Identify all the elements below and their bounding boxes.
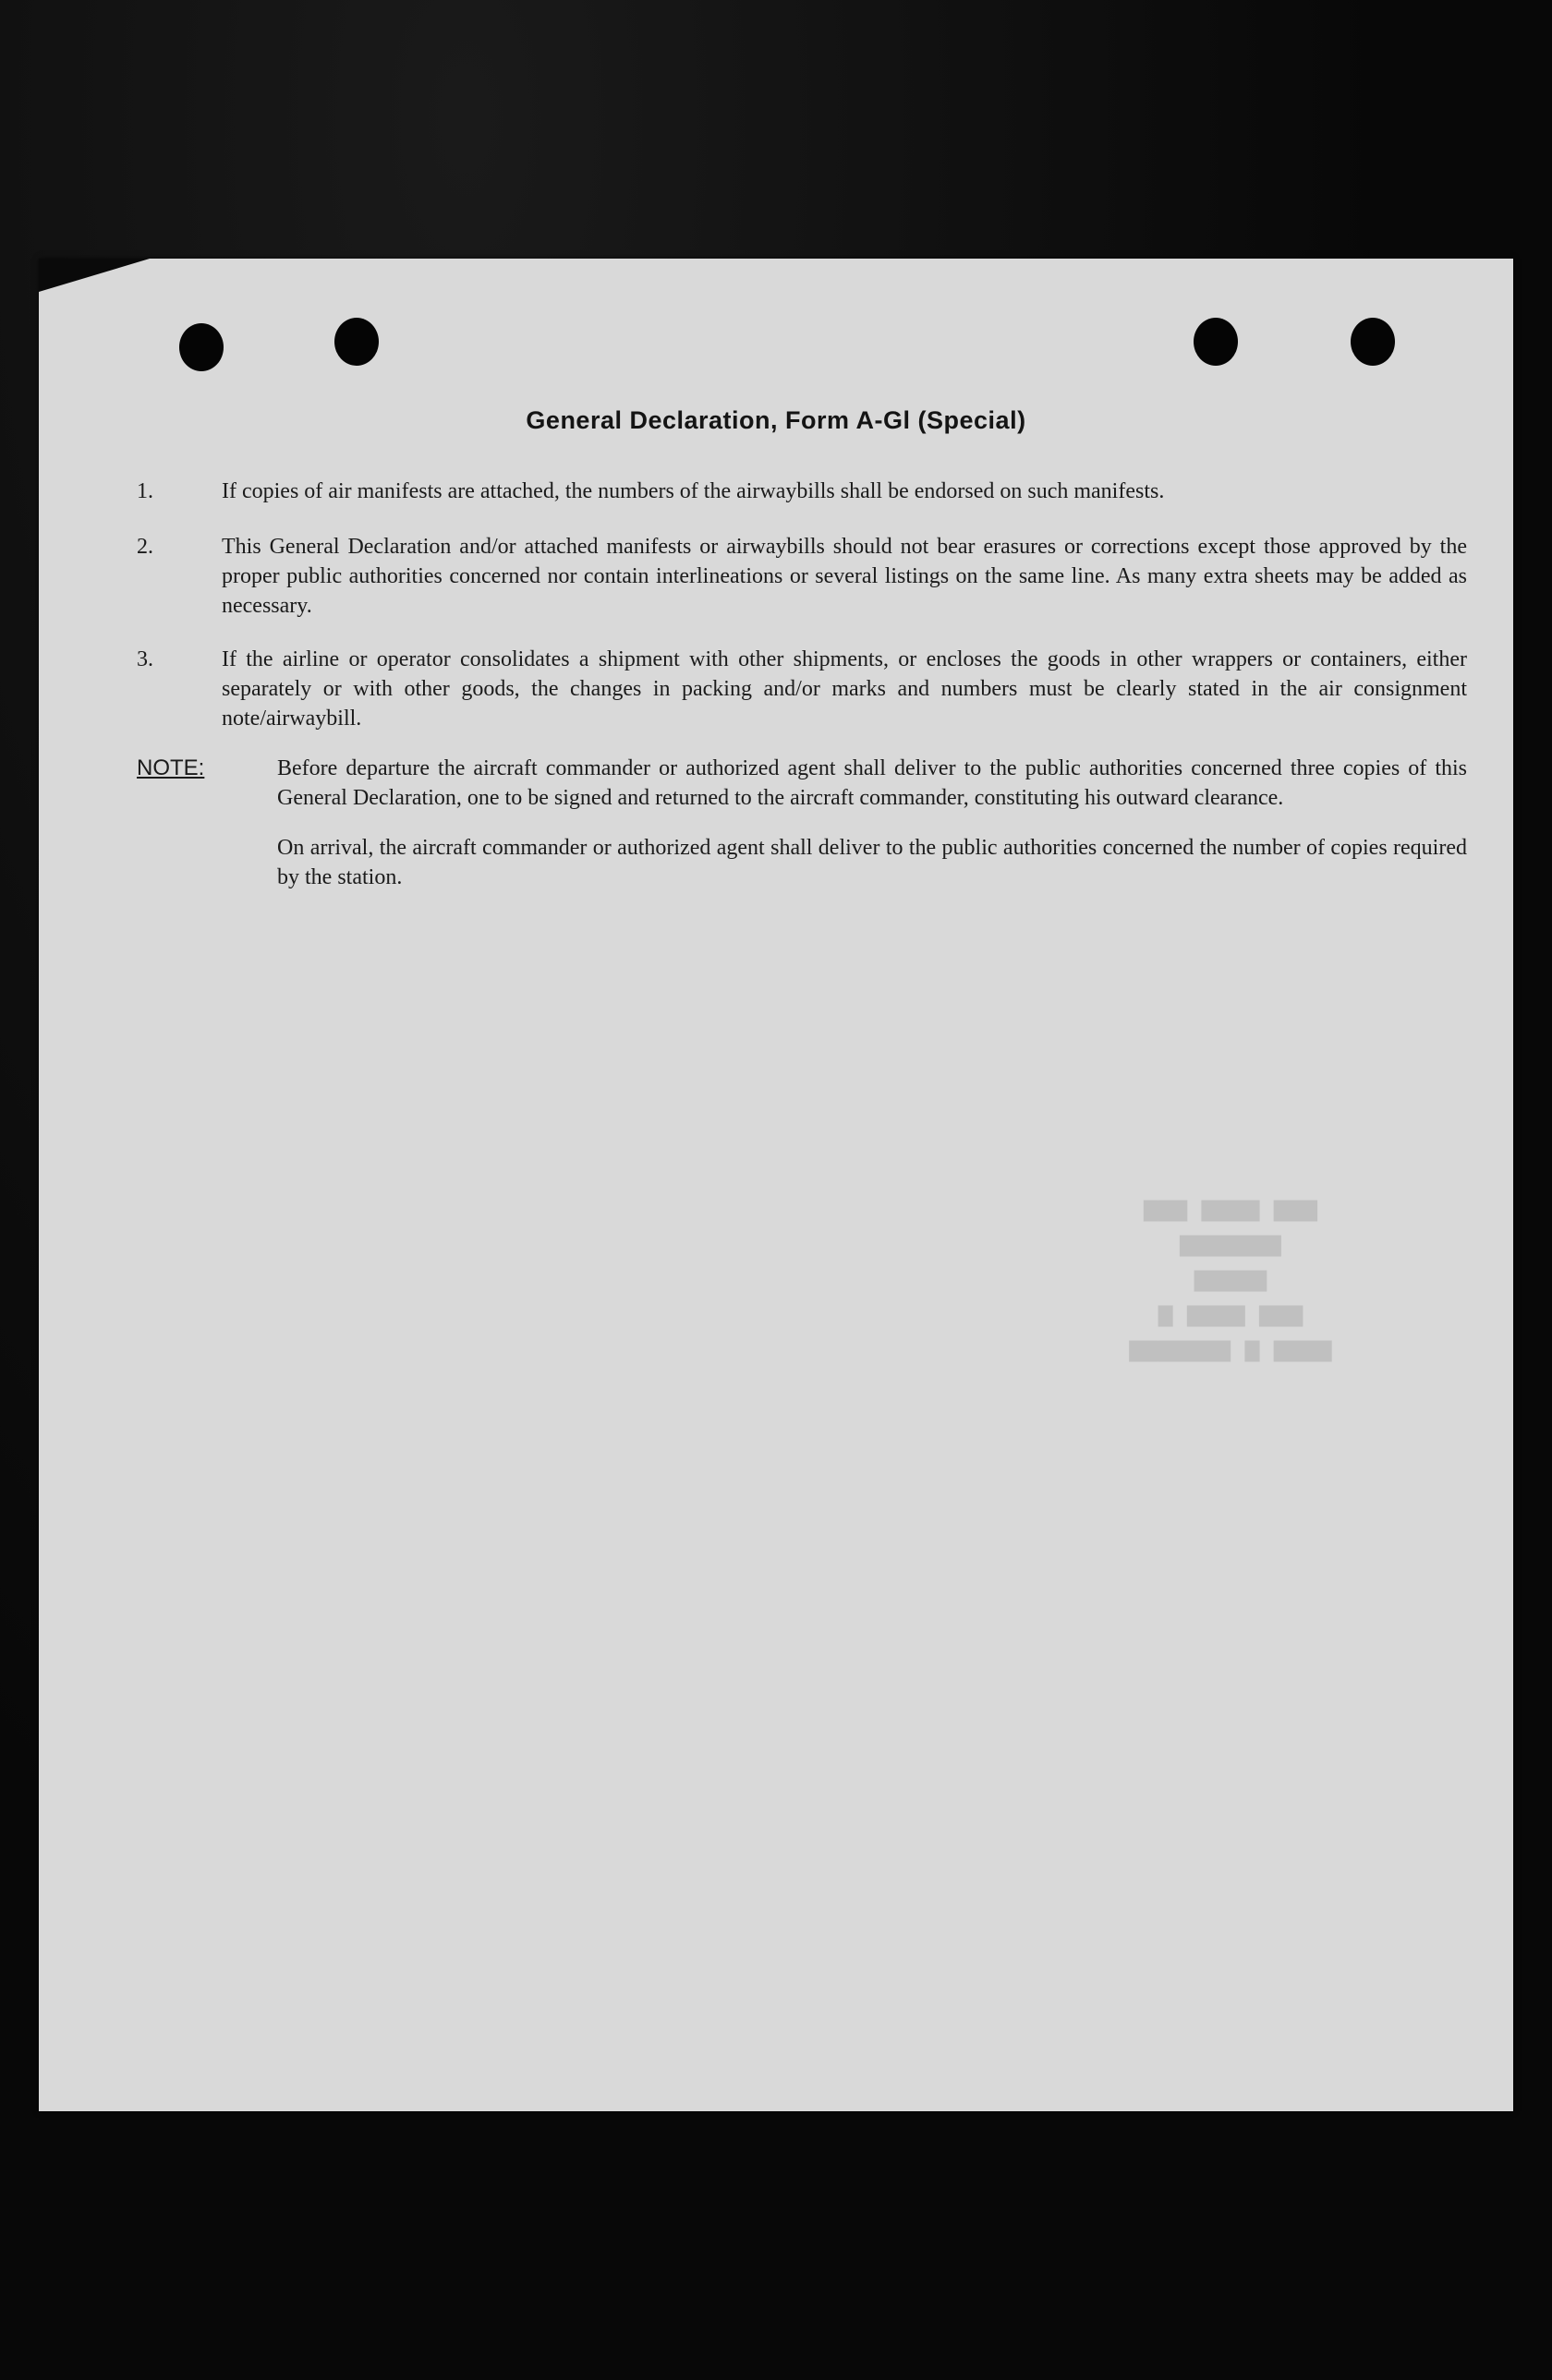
instruction-item xyxy=(137,532,1467,621)
punch-hole xyxy=(1351,318,1395,366)
bleed-through-stamp: ▆▆▆ ▆▆▆▆ ▆▆▆ ▆▆▆▆▆▆▆ ▆▆▆▆▆ ▆▆▆ ▆▆▆▆ ▆ ▆▆▆▆ ▆ ▆▆▆▆▆▆▆ xyxy=(1129,1195,1332,1363)
note-label: NOTE: xyxy=(137,755,205,780)
punch-hole xyxy=(1194,318,1238,366)
item-number: 2. xyxy=(137,535,153,559)
document-title: General Declaration, Form A-Gl (Special) xyxy=(526,406,1026,434)
item-number: 3. xyxy=(137,647,153,671)
note-paragraph: Before departure the aircraft commander or authorized agent shall deliver to the public authorities concerned three copies of this General Declaration, one to be signed and returned to the aircraft commander, constituting his outward clearance. xyxy=(277,756,1467,810)
punch-hole xyxy=(179,323,224,371)
punch-hole xyxy=(334,318,379,366)
item-number: 1. xyxy=(137,479,153,503)
item-text: If the airline or operator consolidates a shipment with other shipments, or encloses the goods in other wrappers or containers, either separately or with other goods, the changes in packing and/or marks and numbers must be clearly stated in the air consignment note/airwaybill. xyxy=(222,647,1467,731)
instruction-item xyxy=(137,645,1467,733)
note-section xyxy=(137,754,1467,892)
instruction-item xyxy=(137,477,1467,506)
note-paragraph: On arrival, the aircraft commander or authorized agent shall deliver to the public authorities concerned the number of copies required by the station. xyxy=(277,836,1467,889)
document-page xyxy=(39,259,1513,2111)
item-text: If copies of air manifests are attached, the numbers of the airwaybills shall be endorsed on such manifests. xyxy=(222,479,1165,503)
torn-corner xyxy=(39,259,150,292)
item-text: This General Declaration and/or attached manifests or airwaybills should not bear erasures or corrections except those approved by the proper public authorities concerned nor contain interlineations or several listings on the same line. As many extra sheets may be added as necessary. xyxy=(222,535,1467,618)
